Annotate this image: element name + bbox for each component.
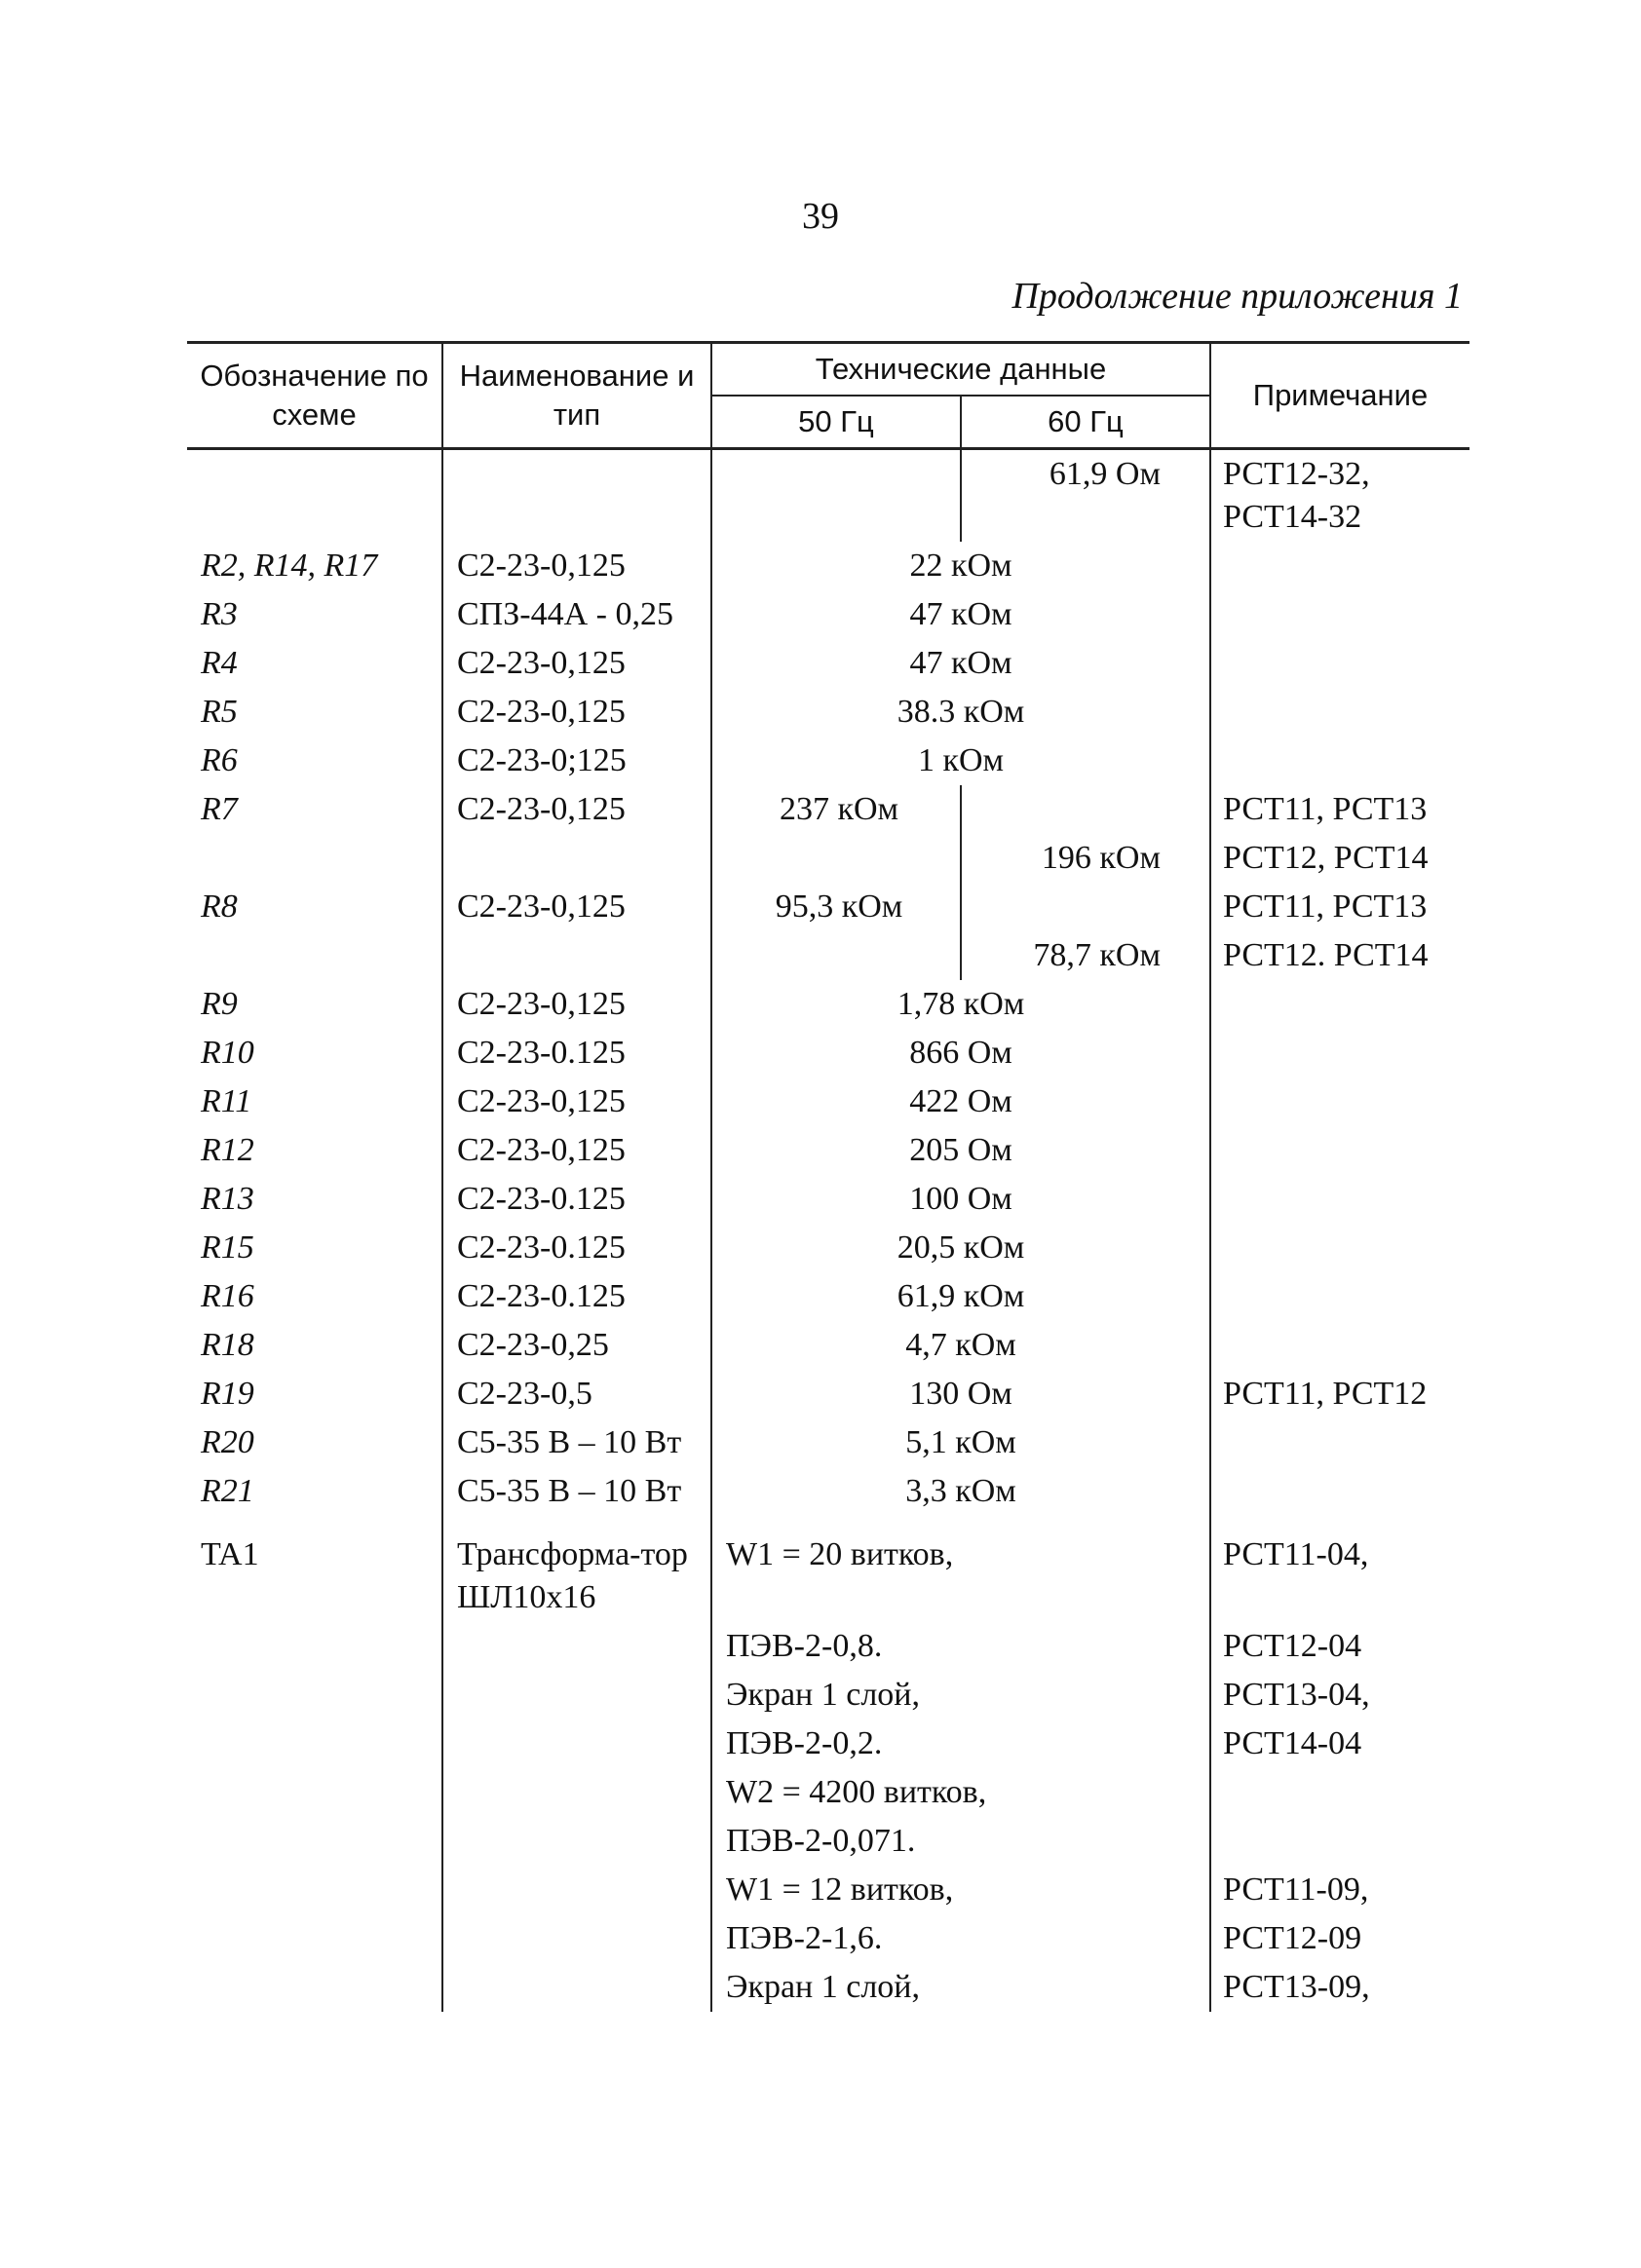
name-cell: С5-35 В – 10 Вт [442, 1418, 711, 1467]
name-cell: С5-35 В – 10 Вт [442, 1467, 711, 1516]
designation-cell: R3 [201, 596, 238, 632]
designation-cell: R8 [201, 888, 238, 925]
value-cell: 47 кОм [711, 590, 1210, 639]
table-row [187, 1671, 1469, 1720]
name-cell: С2-23-0.125 [442, 1175, 711, 1224]
note-cell [1210, 1272, 1469, 1321]
designation-cell: R19 [201, 1376, 254, 1412]
table-row [187, 639, 1469, 688]
tech-data-cell: ПЭВ-2-1,6. [711, 1914, 1210, 1963]
name-cell: С2-23-0,125 [442, 1077, 711, 1126]
designation-cell [187, 931, 442, 980]
value-cell: 38.3 кОм [711, 688, 1210, 737]
note-cell: РСТ11-04, [1210, 1516, 1469, 1622]
name-cell [442, 1817, 711, 1866]
designation-cell: R9 [201, 986, 238, 1022]
table-row [187, 1029, 1469, 1077]
continuation-heading: Продолжение приложения 1 [1011, 276, 1463, 317]
note-cell: РСТ12. РСТ14 [1210, 931, 1469, 980]
designation-cell: R12 [201, 1132, 254, 1168]
note-cell: РСТ13-09, [1210, 1963, 1469, 2012]
note-cell: РСТ12-04 [1210, 1622, 1469, 1671]
note-cell: РСТ11, РСТ13 [1210, 785, 1469, 834]
table-row [187, 1175, 1469, 1224]
note-cell [1210, 1126, 1469, 1175]
note-cell [1210, 639, 1469, 688]
note-cell [1210, 688, 1469, 737]
designation-cell: R16 [201, 1278, 254, 1314]
tech-data-cell: ПЭВ-2-0,2. [711, 1720, 1210, 1768]
value-60hz-cell: 61,9 Ом [1049, 456, 1161, 492]
designation-cell: R21 [201, 1473, 254, 1509]
value-60hz-cell [961, 785, 1210, 834]
table-row [187, 449, 1469, 543]
note-cell: РСТ12-32, РСТ14-32 [1210, 449, 1469, 543]
name-cell: С2-23-0.125 [442, 1224, 711, 1272]
name-cell: С2-23-0,125 [442, 688, 711, 737]
designation-cell: R13 [201, 1181, 254, 1217]
table-row [187, 1370, 1469, 1418]
header-note: Примечание [1210, 343, 1469, 449]
header-name: Наименование и тип [442, 343, 711, 449]
name-cell [442, 1720, 711, 1768]
note-cell [1210, 1418, 1469, 1467]
note-cell [1210, 1224, 1469, 1272]
note-cell: РСТ11, РСТ12 [1210, 1370, 1469, 1418]
value-cell: 1 кОм [711, 737, 1210, 785]
tech-data-cell: W1 = 12 витков, [711, 1866, 1210, 1914]
designation-cell: R15 [201, 1229, 254, 1266]
note-cell [1210, 590, 1469, 639]
table-row [187, 737, 1469, 785]
note-cell: РСТ11-09, [1210, 1866, 1469, 1914]
designation-cell [187, 1866, 442, 1914]
designation-cell: R7 [201, 791, 238, 827]
name-cell [442, 1671, 711, 1720]
name-cell [442, 1866, 711, 1914]
table-row [187, 1866, 1469, 1914]
value-cell: 47 кОм [711, 639, 1210, 688]
note-cell: РСТ14-04 [1210, 1720, 1469, 1768]
header-50hz: 50 Гц [711, 396, 961, 449]
table-row [187, 980, 1469, 1029]
table-row [187, 785, 1469, 834]
value-60hz-cell [961, 883, 1210, 931]
value-cell: 866 Ом [711, 1029, 1210, 1077]
note-cell [1210, 1029, 1469, 1077]
table-row [187, 1768, 1469, 1817]
name-cell [442, 449, 711, 543]
designation-cell [187, 1914, 442, 1963]
note-cell [1210, 1321, 1469, 1370]
components-table [187, 341, 1469, 2012]
name-cell [442, 1768, 711, 1817]
tech-data-cell: ПЭВ-2-0,8. [711, 1622, 1210, 1671]
table-row [187, 1622, 1469, 1671]
tech-data-cell: ПЭВ-2-0,071. [711, 1817, 1210, 1866]
header-designation: Обозначение по схеме [187, 343, 442, 449]
value-cell: 205 Ом [711, 1126, 1210, 1175]
table-row [187, 931, 1469, 980]
table-row [187, 1467, 1469, 1516]
value-50hz-cell [711, 834, 961, 883]
note-cell: РСТ12-09 [1210, 1914, 1469, 1963]
note-cell: РСТ12, РСТ14 [1210, 834, 1469, 883]
table-row [187, 542, 1469, 590]
table-row [187, 1418, 1469, 1467]
table-row [187, 1272, 1469, 1321]
designation-cell: R11 [201, 1083, 252, 1119]
page-number: 39 [802, 196, 839, 237]
table-row [187, 1720, 1469, 1768]
designation-cell: R5 [201, 694, 238, 730]
value-50hz-cell: 95,3 кОм [711, 883, 961, 931]
note-cell [1210, 980, 1469, 1029]
table-row [187, 1963, 1469, 2012]
name-cell: СПЗ-44А - 0,25 [442, 590, 711, 639]
name-cell [442, 1622, 711, 1671]
tech-data-cell: Экран 1 слой, [711, 1963, 1210, 2012]
table-row [187, 1224, 1469, 1272]
table-row [187, 1516, 1469, 1622]
table-row [187, 590, 1469, 639]
tech-data-cell: W1 = 20 витков, [711, 1516, 1210, 1622]
note-cell: РСТ13-04, [1210, 1671, 1469, 1720]
designation-cell [187, 1817, 442, 1866]
name-cell [442, 1914, 711, 1963]
value-60hz-cell: 78,7 кОм [1033, 937, 1161, 973]
designation-cell [187, 449, 442, 543]
note-cell: РСТ11, РСТ13 [1210, 883, 1469, 931]
note-cell [1210, 542, 1469, 590]
table-row [187, 1914, 1469, 1963]
designation-cell [187, 1720, 442, 1768]
name-cell: С2-23-0;125 [442, 737, 711, 785]
value-cell: 22 кОм [711, 542, 1210, 590]
name-cell: С2-23-0,125 [442, 542, 711, 590]
header-60hz: 60 Гц [961, 396, 1210, 449]
note-cell [1210, 1077, 1469, 1126]
note-cell [1210, 1768, 1469, 1817]
designation-cell: R6 [201, 742, 238, 778]
name-cell [442, 931, 711, 980]
table-row [187, 1126, 1469, 1175]
value-50hz-cell [711, 931, 961, 980]
table-row [187, 1817, 1469, 1866]
note-cell [1210, 1467, 1469, 1516]
value-cell: 422 Ом [711, 1077, 1210, 1126]
designation-cell: R2, R14, R17 [201, 548, 378, 584]
note-cell [1210, 1817, 1469, 1866]
value-cell: 3,3 кОм [711, 1467, 1210, 1516]
table-row [187, 688, 1469, 737]
value-50hz-cell: 237 кОм [711, 785, 961, 834]
designation-cell: R20 [201, 1424, 254, 1460]
value-cell: 61,9 кОм [711, 1272, 1210, 1321]
name-cell: С2-23-0,125 [442, 1126, 711, 1175]
name-cell: С2-23-0.125 [442, 1272, 711, 1321]
value-cell: 130 Ом [711, 1370, 1210, 1418]
name-cell: С2-23-0,125 [442, 883, 711, 931]
designation-cell [187, 1622, 442, 1671]
value-60hz-cell: 196 кОм [1041, 840, 1161, 876]
designation-cell: R10 [201, 1035, 254, 1071]
name-cell: С2-23-0,25 [442, 1321, 711, 1370]
table-row [187, 1077, 1469, 1126]
designation-cell [187, 1963, 442, 2012]
name-cell: С2-23-0,125 [442, 785, 711, 834]
name-cell: С2-23-0,125 [442, 980, 711, 1029]
name-cell: С2-23-0,5 [442, 1370, 711, 1418]
name-cell [442, 834, 711, 883]
value-cell: 100 Ом [711, 1175, 1210, 1224]
name-cell: С2-23-0,125 [442, 639, 711, 688]
value-50hz-cell [711, 449, 961, 543]
note-cell [1210, 737, 1469, 785]
designation-cell: TA1 [201, 1536, 259, 1572]
designation-cell: R18 [201, 1327, 254, 1363]
designation-cell [187, 1671, 442, 1720]
header-tech: Технические данные [711, 343, 1210, 397]
table-row [187, 883, 1469, 931]
value-cell: 4,7 кОм [711, 1321, 1210, 1370]
note-cell [1210, 1175, 1469, 1224]
value-cell: 1,78 кОм [711, 980, 1210, 1029]
designation-cell: R4 [201, 645, 238, 681]
name-cell [442, 1963, 711, 2012]
designation-cell [187, 834, 442, 883]
table-row [187, 834, 1469, 883]
value-cell: 5,1 кОм [711, 1418, 1210, 1467]
tech-data-cell: Экран 1 слой, [711, 1671, 1210, 1720]
designation-cell [187, 1768, 442, 1817]
name-cell: Трансформа-тор ШЛ10х16 [442, 1516, 711, 1622]
name-cell: С2-23-0.125 [442, 1029, 711, 1077]
value-cell: 20,5 кОм [711, 1224, 1210, 1272]
tech-data-cell: W2 = 4200 витков, [711, 1768, 1210, 1817]
table-row [187, 1321, 1469, 1370]
